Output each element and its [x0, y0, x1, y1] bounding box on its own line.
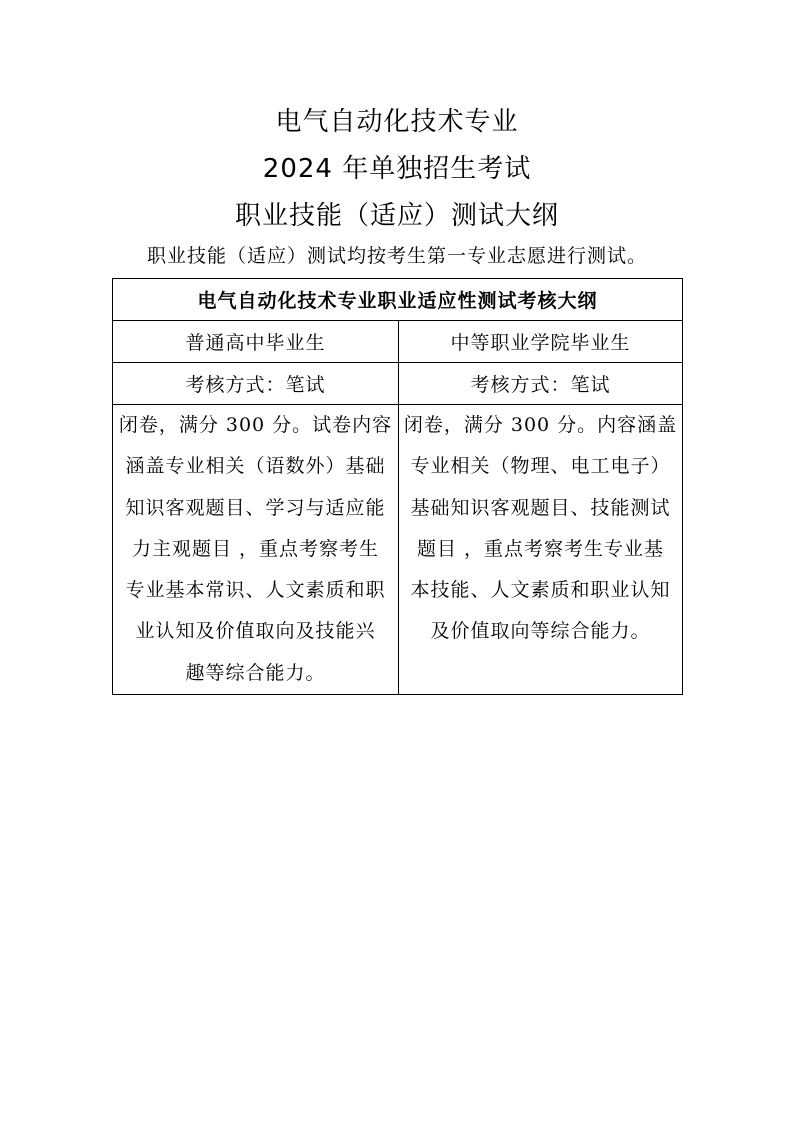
table-header-row — [113, 279, 683, 321]
description-line: 业认知及价值取向及技能兴 — [135, 620, 376, 643]
document-title-line-1: 电气自动化技术专业 — [275, 107, 519, 137]
description-line: 趣等综合能力。 — [185, 661, 326, 684]
description-line: 题目 ，重点考察考生专业基 — [416, 537, 665, 560]
method-cell-vocational: 考核方式：笔试 — [399, 363, 683, 405]
document-title-line-3: 职业技能（适应）测试大纲 — [234, 201, 559, 231]
description-line: 专业相关（物理、电工电子） — [410, 455, 671, 478]
table-description-row — [113, 405, 683, 695]
description-line: 闭卷，满分 300 分。试卷内容 — [118, 414, 393, 436]
table-header-cell: 电气自动化技术专业职业适应性测试考核大纲 — [113, 279, 683, 321]
description-line: 及价值取向等综合能力。 — [430, 620, 651, 643]
assessment-outline-table — [112, 278, 683, 695]
table-group-row — [113, 321, 683, 363]
group-cell-vocational: 中等职业学院毕业生 — [399, 321, 683, 363]
document-title-line-2: 2024 年单独招生考试 — [262, 154, 532, 184]
description-line: 闭卷，满分 300 分。内容涵盖 — [403, 414, 678, 436]
description-line: 力主观题目 ，重点考察考生 — [131, 537, 380, 560]
table-method-row — [113, 363, 683, 405]
description-line: 基础知识客观题目、技能测试 — [410, 496, 671, 519]
description-line: 本技能、人文素质和职业认知 — [410, 579, 671, 602]
method-cell-high-school: 考核方式：笔试 — [113, 363, 399, 405]
description-line: 专业基本常识、人文素质和职 — [125, 579, 386, 602]
intro-paragraph: 职业技能（适应）测试均按考生第一专业志愿进行测试。 — [146, 245, 647, 267]
description-cell-high-school — [113, 405, 399, 695]
description-line: 涵盖专业相关（语数外）基础 — [125, 455, 386, 478]
description-line: 知识客观题目、学习与适应能 — [125, 496, 386, 519]
description-cell-vocational — [399, 405, 683, 695]
group-cell-high-school: 普通高中毕业生 — [113, 321, 399, 363]
